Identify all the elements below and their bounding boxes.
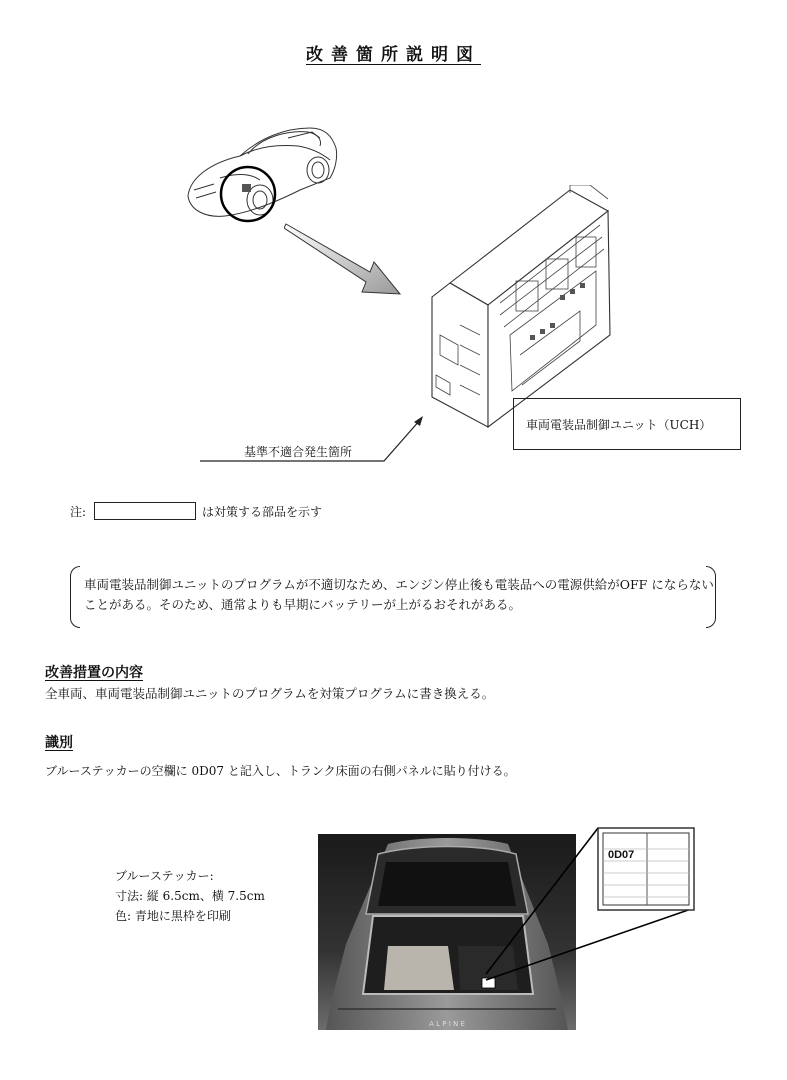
identification-body: ブルーステッカーの空欄に 0D07 と記入し、トランク床面の右側パネルに貼り付ける。 <box>45 764 516 778</box>
remedy-heading: 改善措置の内容 <box>45 665 143 681</box>
remedy-body: 全車両、車両電装品制御ユニットのプログラムを対策プログラムに書き換える。 <box>45 686 495 701</box>
bracket-left <box>70 566 80 628</box>
origin-label: 基準不適合発生箇所 <box>244 445 353 459</box>
car-badge: A L P I N E <box>429 1020 465 1028</box>
legend-box <box>94 502 196 520</box>
pointer-arrow <box>284 220 406 300</box>
car-illustration <box>180 118 350 228</box>
sticker-info <box>115 866 265 926</box>
sticker-color: 色: 青地に黒枠を印刷 <box>115 909 231 923</box>
defect-description: 車両電装品制御ユニットのプログラムが不適切なため、エンジン停止後も電装品への電源供給がOFF にならないことがある。そのため、通常よりも早期にバッテリーが上がるおそれがある。 <box>84 577 714 612</box>
note-legend <box>70 502 322 520</box>
note-prefix: 注: <box>70 504 87 519</box>
page-title: 改善箇所説明図 <box>306 45 481 65</box>
sticker-code: 0D07 <box>608 849 635 861</box>
uch-label: 車両電装品制御ユニット（UCH） <box>526 417 712 432</box>
sticker-zoom <box>597 827 695 911</box>
uch-unit-illustration <box>420 185 620 430</box>
note-suffix: は対策する部品を示す <box>202 504 323 519</box>
sticker-name: ブルーステッカー: <box>115 869 214 883</box>
identification-heading: 識別 <box>45 735 73 751</box>
sticker-size: 寸法: 縦 6.5cm、横 7.5cm <box>115 889 265 903</box>
uch-label-box <box>513 398 741 450</box>
